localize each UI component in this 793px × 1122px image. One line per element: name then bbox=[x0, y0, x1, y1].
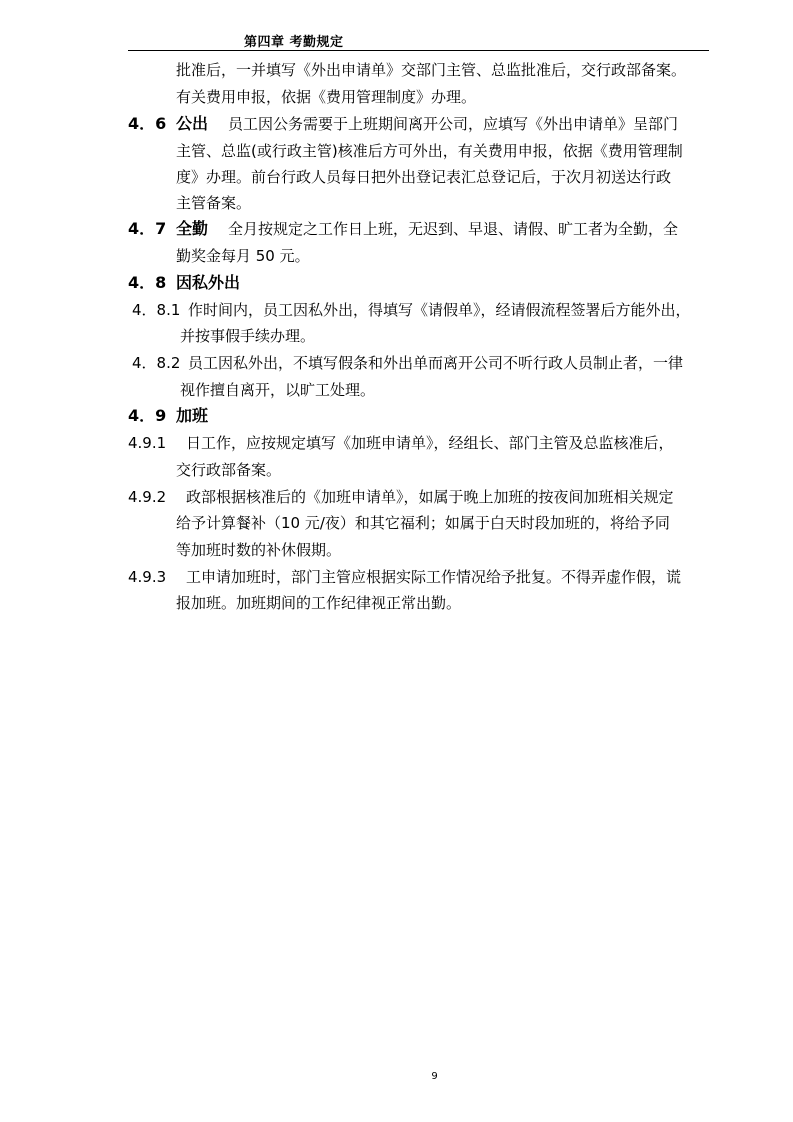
item-4-9-1-line-2: 交行政部备案。 bbox=[176, 461, 282, 479]
item-4-8-1-line-1: 作时间内，员工因私外出，得填写《请假单》，经请假流程签署后方能外出， bbox=[188, 301, 691, 319]
page-number: 9 bbox=[431, 1071, 438, 1082]
item-4-8-1-line-2: 并按事假手续办理。 bbox=[180, 327, 316, 345]
section-title-4-9: 加班 bbox=[176, 406, 209, 425]
section-title-4-7: 全勤 bbox=[176, 219, 209, 238]
header-divider bbox=[128, 50, 709, 51]
item-4-9-2-line-3: 等加班时数的补休假期。 bbox=[176, 541, 342, 559]
section-4-6-line-3: 度》办理。前台行政人员每日把外出登记表汇总登记后，于次月初送达行政 bbox=[176, 168, 672, 186]
section-4-6-line-1: 员工因公务需要于上班期间离开公司，应填写《外出申请单》呈部门 bbox=[228, 115, 679, 133]
section-title-4-6: 公出 bbox=[176, 114, 209, 133]
item-number-4-8-2: 4．8.2 bbox=[132, 354, 181, 372]
item-number-4-8-1: 4．8.1 bbox=[132, 301, 181, 319]
chapter-header: 第四章 考勤规定 bbox=[244, 35, 344, 50]
item-number-4-9-1: 4.9.1 bbox=[128, 434, 167, 452]
intro-line-2: 有关费用申报，依据《费用管理制度》办理。 bbox=[176, 88, 477, 106]
section-title-4-8: 因私外出 bbox=[176, 273, 241, 292]
item-4-9-2-line-1: 政部根据核准后的《加班申请单》，如属于晚上加班的按夜间加班相关规定 bbox=[186, 488, 674, 506]
section-number-4-9: 4．9 bbox=[128, 406, 167, 425]
item-number-4-9-3: 4.9.3 bbox=[128, 568, 167, 586]
item-4-8-2-line-2: 视作擅自离开，以旷工处理。 bbox=[180, 381, 376, 399]
section-4-6-line-2: 主管、总监(或行政主管)核准后方可外出，有关费用申报，依据《费用管理制 bbox=[176, 142, 683, 160]
section-4-7-line-1: 全月按规定之工作日上班，无迟到、早退、请假、旷工者为全勤，全 bbox=[228, 220, 679, 238]
section-4-6-line-4: 主管备案。 bbox=[176, 194, 252, 212]
intro-line-1: 批准后，一并填写《外出申请单》交部门主管、总监批准后，交行政部备案。 bbox=[176, 61, 687, 79]
section-number-4-7: 4．7 bbox=[128, 219, 167, 238]
item-4-9-1-line-1: 日工作，应按规定填写《加班申请单》，经组长、部门主管及总监核准后， bbox=[186, 434, 674, 452]
item-4-9-3-line-1: 工申请加班时，部门主管应根据实际工作情况给予批复。不得弄虚作假，谎 bbox=[186, 568, 682, 586]
section-4-7-line-2: 勤奖金每月 50 元。 bbox=[176, 247, 310, 265]
item-4-8-2-line-1: 员工因私外出，不填写假条和外出单而离开公司不听行政人员制止者，一律 bbox=[188, 354, 684, 372]
item-4-9-2-line-2: 给予计算餐补（10 元/夜）和其它福利；如属于白天时段加班的，将给予同 bbox=[176, 514, 670, 532]
item-number-4-9-2: 4.9.2 bbox=[128, 488, 167, 506]
section-number-4-8: 4．8 bbox=[128, 273, 167, 292]
section-number-4-6: 4．6 bbox=[128, 114, 167, 133]
item-4-9-3-line-2: 报加班。加班期间的工作纪律视正常出勤。 bbox=[176, 594, 462, 612]
